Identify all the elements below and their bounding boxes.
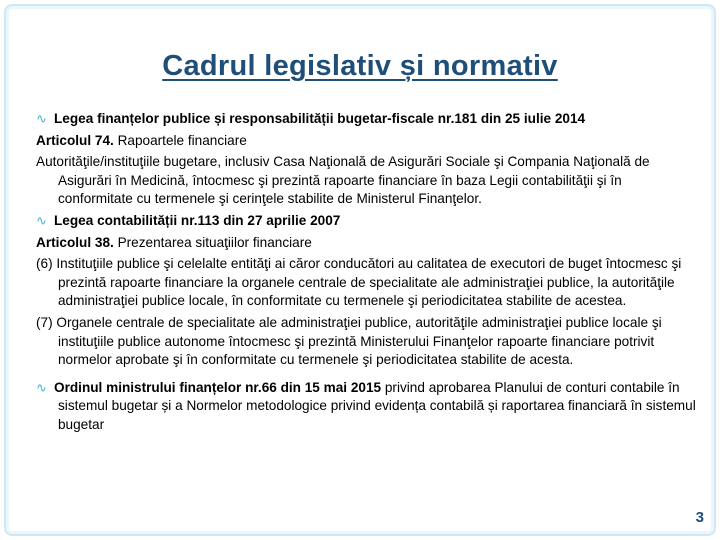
- slide-content: [36, 110, 698, 438]
- law1-article-number: Articolul 74.: [36, 132, 114, 148]
- page-number: 3: [695, 509, 704, 526]
- title-container: [0, 50, 720, 83]
- law1-article: [36, 132, 698, 151]
- law2-paragraph-7: (7) Organele centrale de specialitate ale administraţiei publice, autorităţile administraţiei publice locale şi instituţiile publice autonome întocmesc şi prezintă Ministerului Finanţelor rapoarte financiare potrivit normelor aprobate şi în conformitate cu termenele şi periodicitatea stabilite de acesta.: [36, 314, 662, 368]
- wave-bullet-icon: ∿: [36, 111, 47, 126]
- law1-article-name: Rapoartele financiare: [113, 132, 247, 148]
- order-description: privind aprobarea Planului de conturi contabile în sistemul bugetar și a Normelor metodologice privind evidența contabilă și raportarea financiară în sistemul bugetar: [58, 379, 696, 432]
- law2-title: Legea contabilității nr.113 din 27 aprilie 2007: [54, 212, 341, 228]
- law2-article-name: Prezentarea situaţiilor financiare: [113, 234, 312, 250]
- law2-paragraph-6: (6) Instituţiile publice şi celelalte entităţi ai căror conducători au calitatea de executori de buget întocmesc şi prezintă rapoarte financiare la organele centrale de specialitate ale administraţiei publice, la autorităţile administraţiei publice locale, în conformitate cu termenele şi periodicitatea stabilite de acestea.: [36, 256, 682, 309]
- law1-title: Legea finanțelor publice și responsabilității bugetar-fiscale nr.181 din 25 iulie 2014: [54, 111, 586, 126]
- law2-article-number: Articolul 38.: [36, 234, 114, 250]
- wave-bullet-icon: ∿: [36, 379, 47, 395]
- order-title: Ordinul ministrului finanțelor nr.66 din 15 mai 2015: [54, 379, 382, 395]
- law1-text: Autorităţile/instituţiile bugetare, inclusiv Casa Naţională de Asigurări Sociale şi Compania Naţională de Asigurări în Medicină, întocmesc şi prezintă rapoarte financiare în baza Legii contabilităţii şi în conformitate cu termenele şi cerinţele stabilite de Ministerul Finanţelor.: [36, 154, 650, 207]
- wave-bullet-icon: ∿: [36, 212, 47, 228]
- slide-title: Cadrul legislativ și normativ: [162, 50, 558, 82]
- law1-heading: [36, 110, 698, 129]
- order-item: [36, 379, 698, 435]
- law2-article: [36, 234, 698, 253]
- law2-heading: [36, 212, 698, 231]
